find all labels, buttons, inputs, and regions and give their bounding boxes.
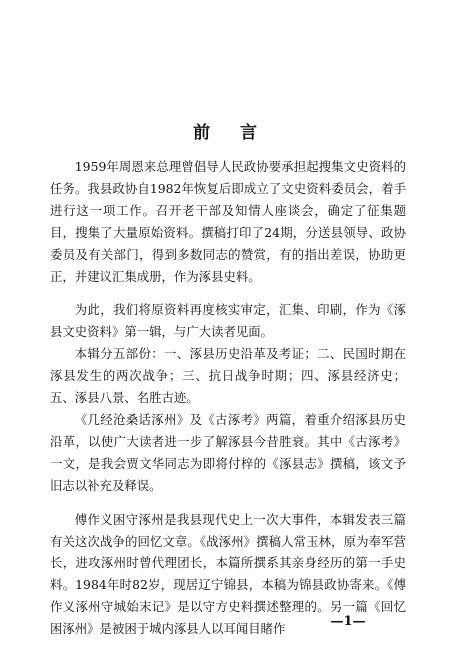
paragraph-5: 傅作义困守涿州是我县现代史上一次大事件，本辑发表三篇有关这次战争的回忆文章。《战涿州》撰稿人常玉林，原为奉军营长，进攻涿州时曾代理团长，本篇所撰系其亲身经历的第一手史料。1984年时82岁，现居辽宁锦县，本稿为锦县政协寄来。《傅作义涿州守城始末记》是以守方史料撰述整理的。另一篇《回忆困涿州》是被困于城内涿县人以耳闻目睹作 [50,511,406,637]
paragraph-3: 本辑分五部份：一、涿县历史沿革及考证；二、民国时期在涿县发生的两次战争；三、抗日战争时期；四、涿县经济史；五、涿县八景、名胜古迹。 [50,346,406,406]
paragraph-2: 为此，我们将原资料再度核实审定，汇集、印刷，作为《涿县文史资料》第一辑，与广大读者见面。 [50,302,406,340]
document-body [50,156,406,640]
page-number: —1— [330,614,366,629]
page-title: 前言 [193,123,287,143]
paragraph-4: 《几经沧桑话涿州》及《古涿考》两篇，着重介绍涿县历史沿革，以使广大读者进一步了解涿县今昔胜衰。其中《古涿考》一文，是我会贾文华同志为即将付梓的《涿县志》撰稿，该文予旧志以补充及释误。 [50,411,406,493]
paragraph-1: 1959年周恩来总理曾倡导人民政协要承担起搜集文史资料的任务。我县政协自1982年恢复后即成立了文史资料委员会，着手进行这一项工作。召开老干部及知情人座谈会，确定了征集题目，搜集了大量原始资料。撰稿打印了24期，分送县领导、政协委员及有关部门，得到多数同志的赞赏，有的指出差误，协助更正，并建议汇集成册，作为涿县史料。 [50,159,406,284]
